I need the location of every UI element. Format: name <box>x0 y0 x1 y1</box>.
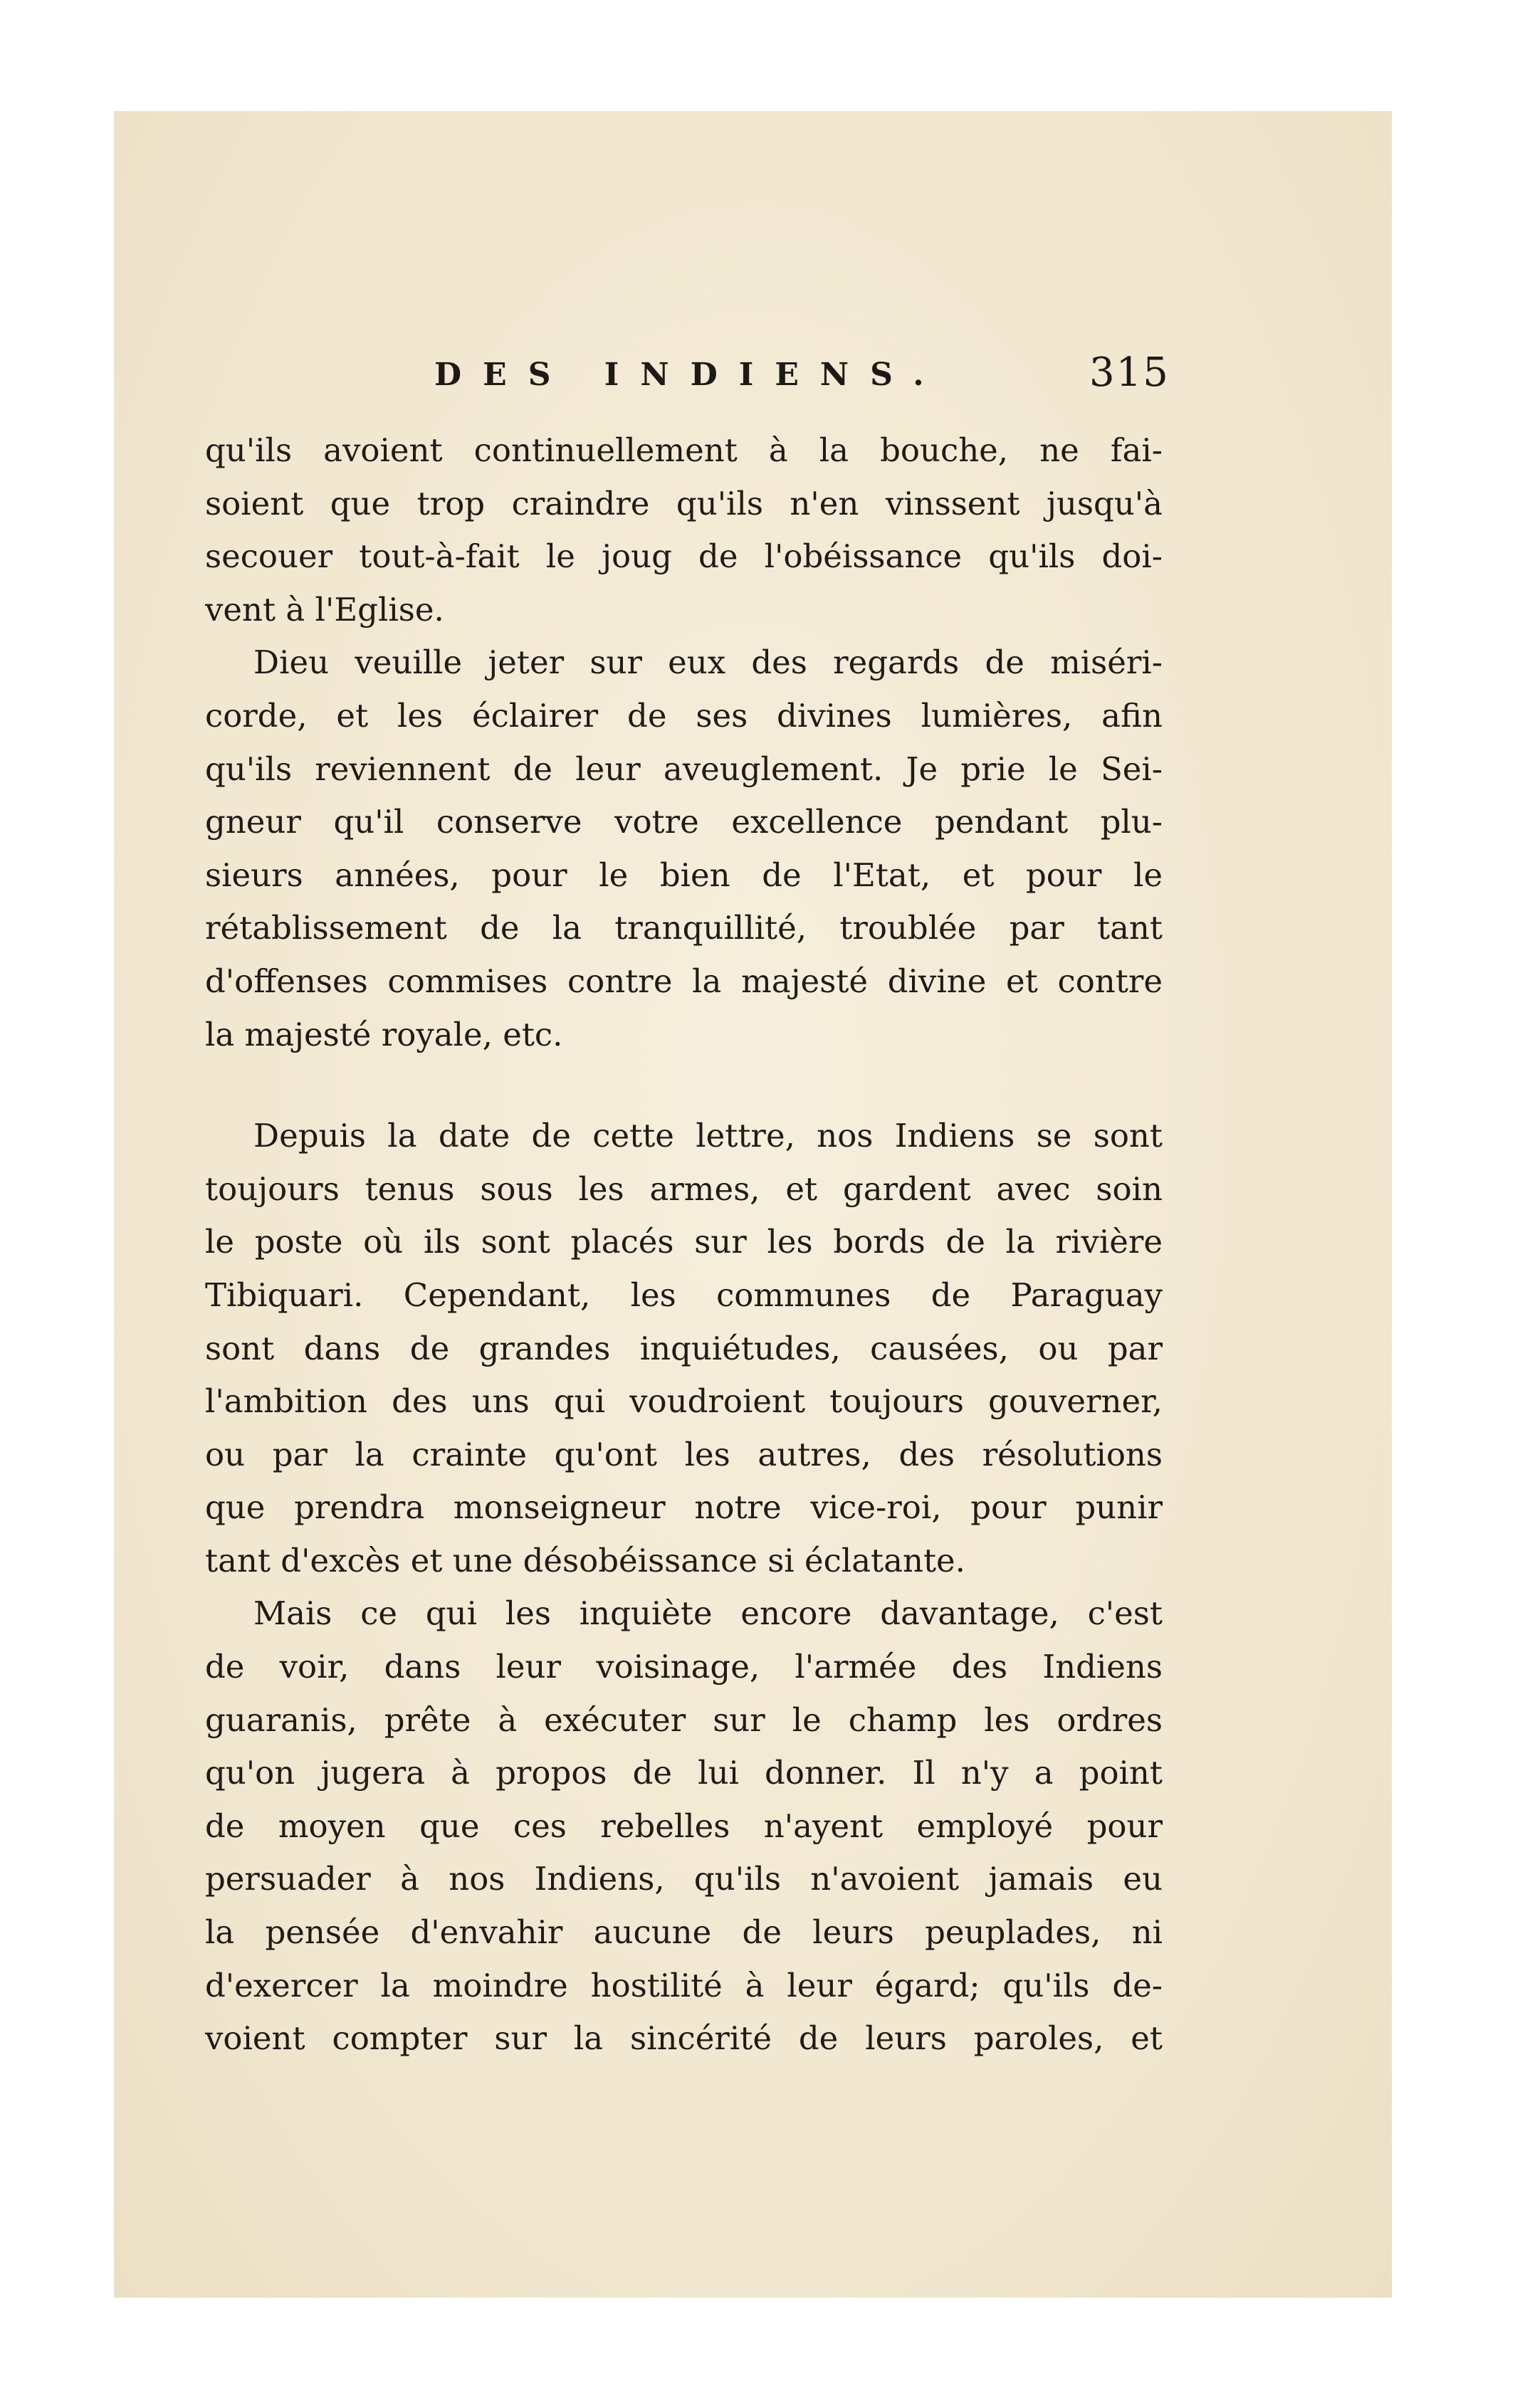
section-gap <box>205 1061 1163 1110</box>
running-head: DES INDIENS. <box>434 357 945 393</box>
text-line: le poste où ils sont placés sur les bords de la rivière <box>205 1223 1163 1261</box>
paragraph-1 <box>205 424 1163 636</box>
text-line: vent à l'Eglise. <box>205 590 444 629</box>
page-header <box>114 349 1392 406</box>
text-line: sieurs années, pour le bien de l'Etat, et pour le <box>205 856 1163 894</box>
text-line: la majesté royale, etc. <box>205 1015 563 1053</box>
text-line: voient compter sur la sincérité de leurs paroles, et <box>205 2019 1163 2058</box>
page-body <box>205 424 1163 2066</box>
paragraph-4 <box>205 1587 1163 2065</box>
text-line: ou par la crainte qu'ont les autres, des résolutions <box>205 1435 1163 1473</box>
text-line: Tibiquari. Cependant, les communes de Paraguay <box>205 1276 1163 1314</box>
text-line: guaranis, prête à exécuter sur le champ les ordres <box>205 1700 1163 1739</box>
text-line: rétablissement de la tranquillité, troublée par tant <box>205 909 1163 947</box>
text-line: Depuis la date de cette lettre, nos Indiens se sont <box>253 1117 1163 1155</box>
text-line: corde, et les éclairer de ses divines lumières, afin <box>205 696 1163 735</box>
text-line: l'ambition des uns qui voudroient toujours gouverner, <box>205 1382 1163 1421</box>
text-line: sont dans de grandes inquiétudes, causées, ou par <box>205 1329 1163 1367</box>
book-page <box>114 111 1392 2298</box>
text-line: toujours tenus sous les armes, et gardent avec soin <box>205 1169 1163 1208</box>
text-line: que prendra monseigneur notre vice-roi, pour punir <box>205 1488 1163 1527</box>
text-line: d'exercer la moindre hostilité à leur égard; qu'ils de- <box>205 1966 1163 2004</box>
text-line: tant d'excès et une désobéissance si éclatante. <box>205 1541 965 1579</box>
paragraph-2 <box>205 636 1163 1061</box>
text-line: qu'on jugera à propos de lui donner. Il n'y a point <box>205 1754 1163 1792</box>
paragraph-3 <box>205 1110 1163 1587</box>
text-line: qu'ils avoient continuellement à la bouche, ne fai- <box>205 431 1163 469</box>
text-line: gneur qu'il conserve votre excellence pendant plu- <box>205 803 1163 841</box>
text-line: Mais ce qui les inquiète encore davantage, c'est <box>253 1594 1163 1633</box>
text-line: d'offenses commises contre la majesté divine et contre <box>205 962 1163 1000</box>
text-line: qu'ils reviennent de leur aveuglement. Je prie le Sei- <box>205 750 1163 788</box>
text-line: soient que trop craindre qu'ils n'en vinssent jusqu'à <box>205 484 1163 522</box>
text-line: de voir, dans leur voisinage, l'armée des Indiens <box>205 1648 1163 1686</box>
text-line: persuader à nos Indiens, qu'ils n'avoient jamais eu <box>205 1860 1163 1898</box>
page-number: 315 <box>1089 349 1170 396</box>
text-line: de moyen que ces rebelles n'ayent employé pour <box>205 1807 1163 1845</box>
text-line: Dieu veuille jeter sur eux des regards de miséri- <box>253 643 1163 682</box>
text-line: secouer tout-à-fait le joug de l'obéissance qu'ils doi- <box>205 537 1163 576</box>
text-line: la pensée d'envahir aucune de leurs peuplades, ni <box>205 1913 1163 1952</box>
